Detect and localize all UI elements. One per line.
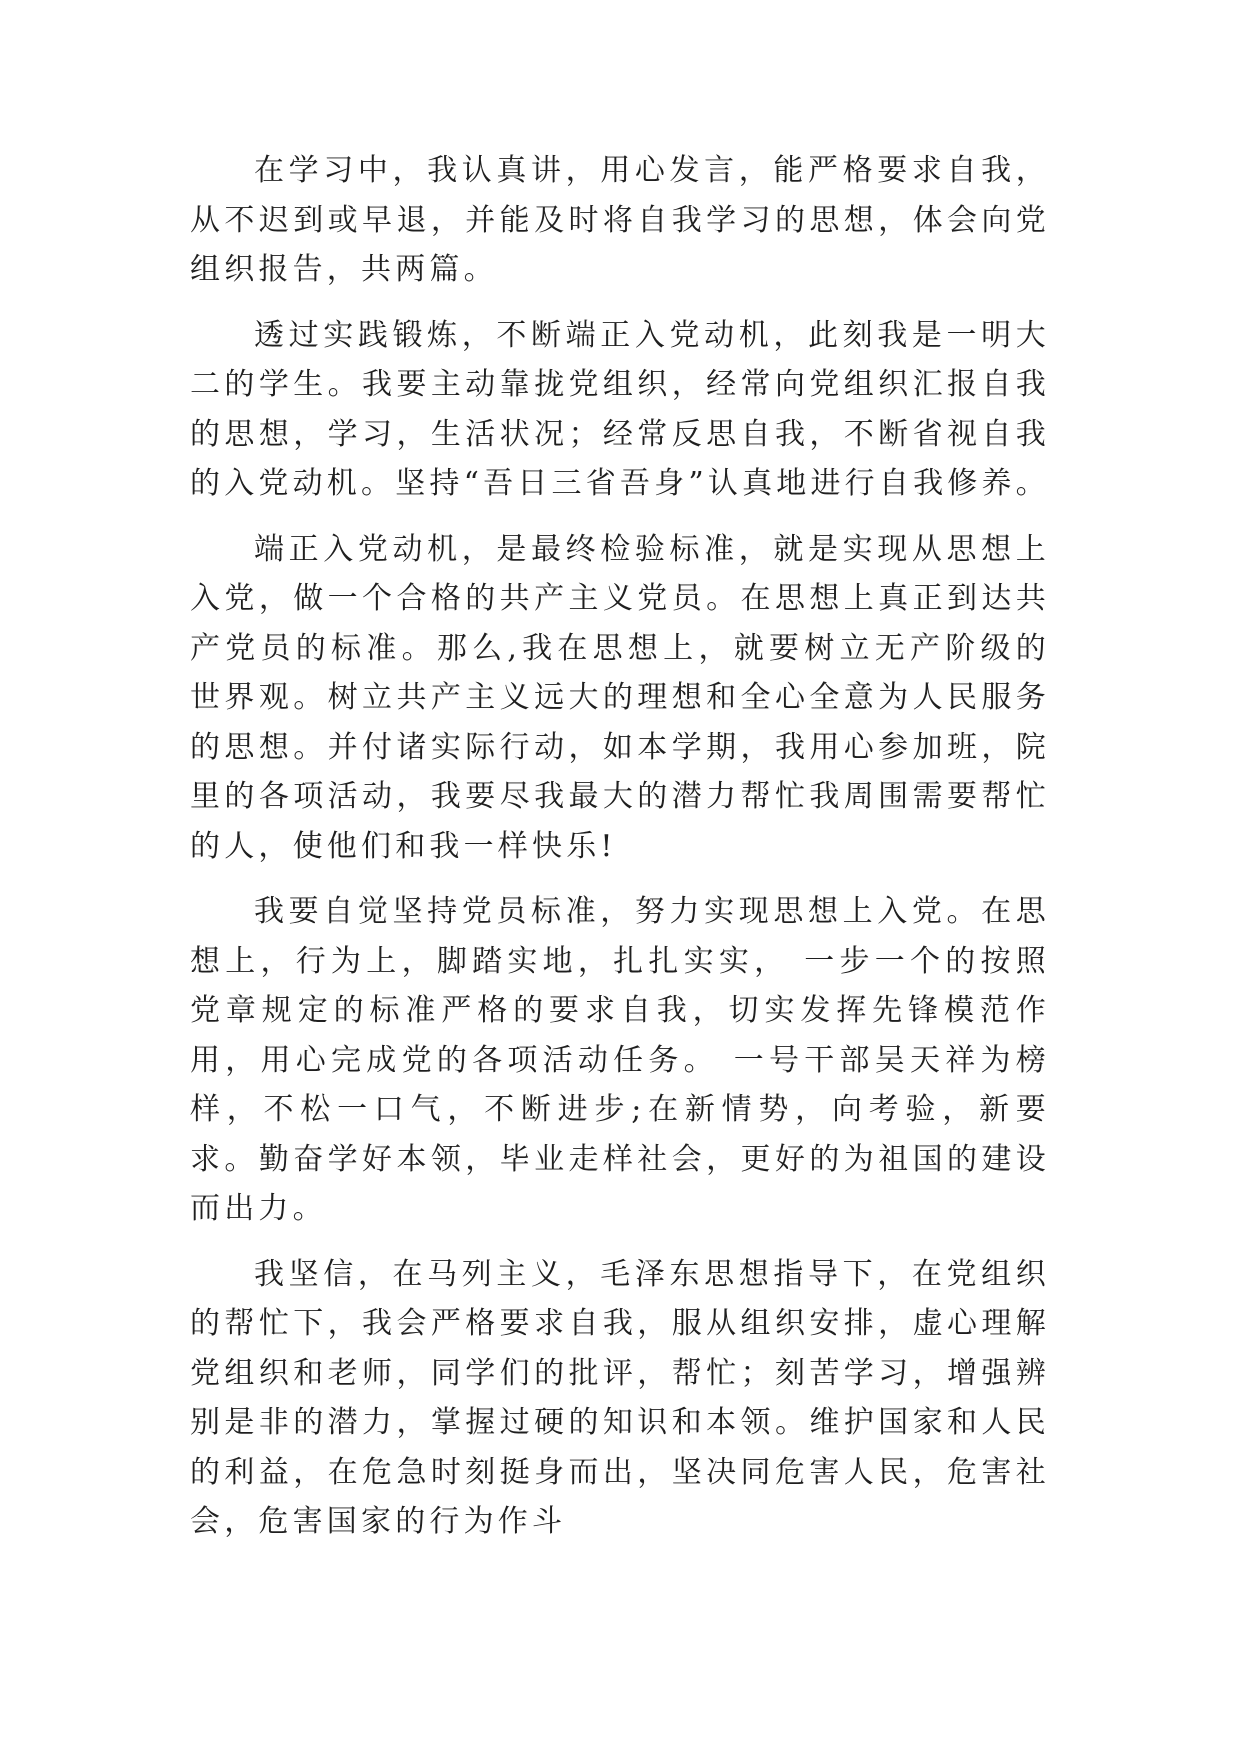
paragraph-2: 透过实践锻炼，不断端正入党动机，此刻我是一明大二的学生。我要主动靠拢党组织，经常向党组织汇报自我的思想，学习，生活状况；经常反思自我，不断省视自我的入党动机。坚持“吾日三省吾身”认真地进行自我修养。 [190,317,1050,501]
paragraph-5: 我坚信，在马列主义，毛泽东思想指导下，在党组织的帮忙下，我会严格要求自我，服从组织安排，虚心理解党组织和老师，同学们的批评，帮忙；刻苦学习，增强辨别是非的潜力，掌握过硬的知识和本领。维护国家和人民的利益，在危急时刻挺身而出，坚决同危害人民，危害社会，危害国家的行为作斗 [190,1256,1050,1539]
document-body [190,146,1050,1563]
paragraph-1: 在学习中，我认真讲，用心发言，能严格要求自我，从不迟到或早退，并能及时将自我学习的思想，体会向党组织报告，共两篇。 [190,153,1050,287]
paragraph-4: 我要自觉坚持党员标准，努力实现思想上入党。在思想上，行为上，脚踏实地，扎扎实实， 一步一个的按照党章规定的标准严格的要求自我，切实发挥先锋模范作用，用心完成党的各项活动任务。 一号干部吴天祥为榜样，不松一口气，不断进步;在新情势，向考验，新要求。勤奋学好本领，毕业走样社会，更好的为祖国的建设而出力。 [190,894,1050,1226]
paragraph-3: 端正入党动机，是最终检验标准，就是实现从思想上入党，做一个合格的共产主义党员。在思想上真正到达共产党员的标准。那么,我在思想上，就要树立无产阶级的世界观。树立共产主义远大的理想和全心全意为人民服务的思想。并付诸实际行动，如本学期，我用心参加班，院里的各项活动，我要尽我最大的潜力帮忙我周围需要帮忙的人，使他们和我一样快乐! [190,531,1050,864]
